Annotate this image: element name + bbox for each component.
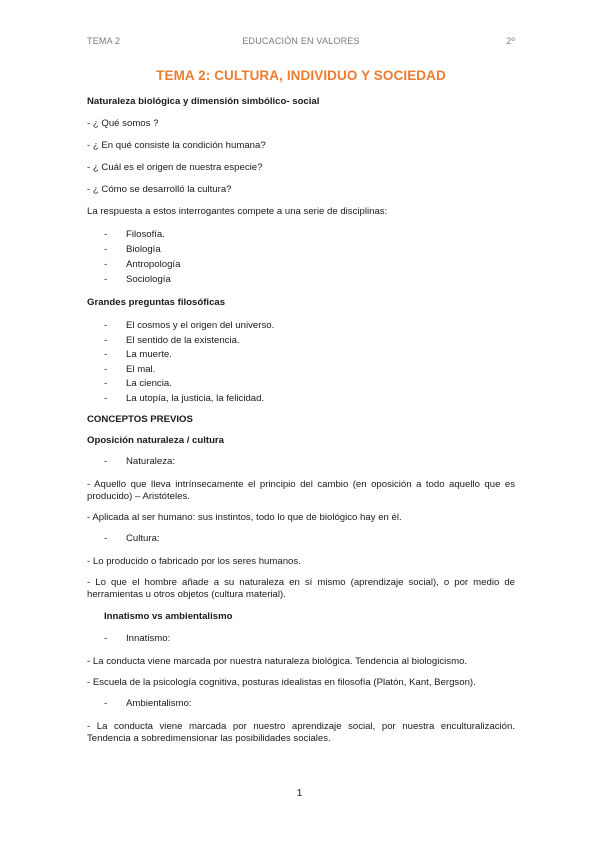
grandes-preguntas-list [87, 319, 515, 406]
cultura-definition-1: - Lo producido o fabricado por los seres humanos. [87, 556, 301, 567]
list-item: - La ciencia. [104, 378, 172, 389]
header-right: 2º [506, 36, 515, 46]
ambientalismo-definition-1: - La conducta viene marcada por nuestro aprendizaje social, por nuestra enculturalización. Tendencia a sobredimensionar las posibilidades sociales. [87, 721, 515, 744]
header-center: EDUCACIÓN EN VALORES [242, 36, 360, 46]
label-innatismo: - Innatismo: [104, 633, 171, 644]
heading-innatismo: Innatismo vs ambientalismo [104, 611, 233, 622]
header-left: TEMA 2 [87, 36, 121, 46]
label-naturaleza: - Naturaleza: [104, 456, 176, 467]
question-1: - ¿ Qué somos ? [87, 118, 159, 129]
label-ambientalismo: - Ambientalismo: [104, 698, 192, 709]
document-body [87, 96, 515, 745]
heading-grandes-preguntas: Grandes preguntas filosóficas [87, 297, 226, 308]
page-number: 1 [296, 788, 303, 799]
list-item: - Filosofía. [104, 229, 165, 240]
innatismo-definition-1: - La conducta viene marcada por nuestra naturaleza biológica. Tendencia al biologicismo. [87, 656, 468, 667]
list-item: - El mal. [104, 363, 156, 375]
list-item: - Antropología [104, 259, 181, 270]
cultura-definition-2: - Lo que el hombre añade a su naturaleza en sí mismo (aprendizaje social), o por medio de herramientas u otros objetos (cultura material). [87, 577, 515, 600]
question-3: - ¿ Cuál es el origen de nuestra especie? [87, 162, 263, 173]
list-item: - El sentido de la existencia. [104, 334, 240, 346]
disciplines-list [87, 227, 515, 287]
naturaleza-definition-2: - Aplicada al ser humano: sus instintos, todo lo que de biológico hay en él. [87, 512, 402, 523]
heading-naturaleza-biologica: Naturaleza biológica y dimensión simbólico- social [87, 96, 320, 107]
innatismo-definition-2: - Escuela de la psicología cognitiva, posturas idealistas en filosofía (Platón, Kant, Bergson). [87, 677, 476, 688]
page-header [87, 36, 515, 50]
heading-conceptos-previos: CONCEPTOS PREVIOS [87, 414, 193, 425]
intro-text: La respuesta a estos interrogantes compete a una serie de disciplinas: [87, 206, 388, 217]
list-item: - Biología [104, 244, 161, 255]
list-item: - La muerte. [104, 349, 172, 360]
question-4: - ¿ Cómo se desarrolló la cultura? [87, 184, 232, 195]
question-2: - ¿ En qué consiste la condición humana? [87, 140, 266, 151]
naturaleza-definition-1: - Aquello que lleva intrínsecamente el principio del cambio (en oposición a todo aquello que es producido) – Aristóteles. [87, 479, 515, 502]
page-title: TEMA 2: CULTURA, INDIVIDUO Y SOCIEDAD [156, 68, 446, 83]
list-item: - Sociología [104, 274, 171, 285]
list-item: - La utopía, la justicia, la felicidad. [104, 392, 265, 404]
label-cultura: - Cultura: [104, 533, 160, 544]
heading-oposicion: Oposición naturaleza / cultura [87, 435, 225, 446]
list-item: - El cosmos y el origen del universo. [104, 320, 275, 331]
